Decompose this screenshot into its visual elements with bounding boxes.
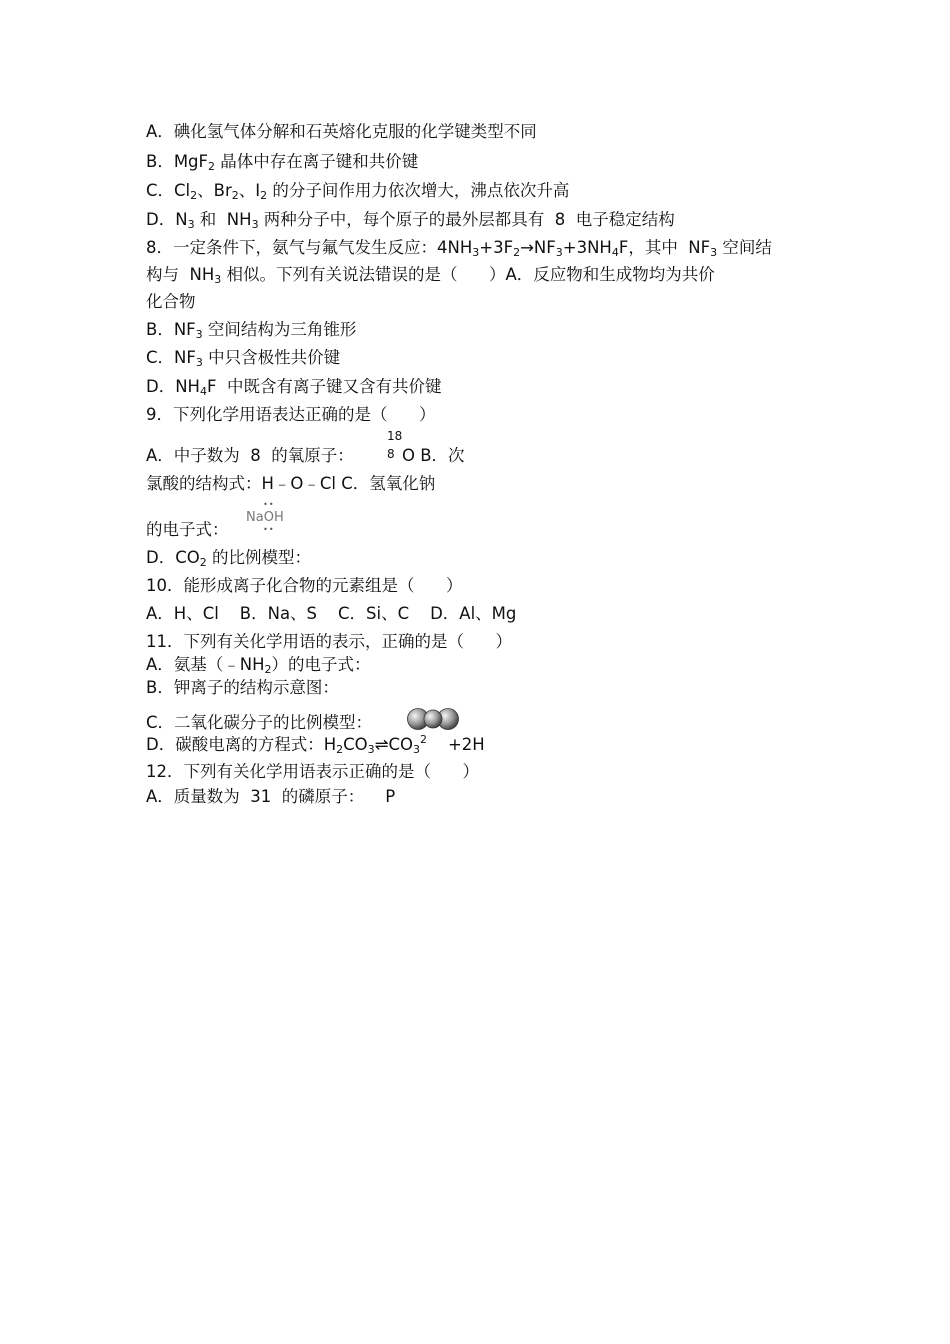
question-11-stem: 11．下列有关化学用语的表示，正确的是（ ） <box>146 632 512 651</box>
option-8c: C．$NF_3$ 中只含极性共价键 <box>146 348 341 369</box>
option-11a: A．氨基$(﹣NH_2)$的电子式： <box>146 655 371 676</box>
option-11b: B．钾离子的结构示意图： <box>146 678 339 697</box>
option-9d: D．$CO_2$ 的比例模型： <box>146 548 311 569</box>
naoh-electron-formula: Na •• O •• H <box>246 500 284 534</box>
option-7b: B．MgF$_2$ 晶体中存在离子键和共价键 <box>146 152 419 173</box>
option-7a: A．碘化氢气体分解和石英熔化克服的化学键类型不同 <box>146 122 537 141</box>
option-9b-start: O B．次 <box>402 446 465 465</box>
option-7d: D．$N_3$ 和 $NH_3$ 两种分子中，每个原子的最外层都具有 8 电子稳定结构 <box>146 210 675 231</box>
option-11d: D．碳酸电离的方程式：$H_2CO_3\rightleftharpoons CO_3^2$ +2H <box>146 733 485 756</box>
option-9b-9c: 氯酸的结构式：H﹣O﹣Cl C．氢氧化钠 <box>146 474 436 493</box>
carbon-atom <box>424 710 442 728</box>
question-9-stem: 9．下列化学用语表达正确的是（ ） <box>146 405 436 424</box>
question-8-stem: 8．一定条件下，氨气与氟气发生反应：$4NH_3+3F_2\to NF_3+3NH_4F$，其中 $NF_3$ 空间结 <box>146 238 772 259</box>
lone-pair-bottom: •• <box>263 525 275 534</box>
question-8-stem-line2: 构与 $NH_3$ 相似。下列有关说法错误的是（ ）A．反应物和生成物均为共价 <box>146 265 715 286</box>
co2-space-filling-model <box>407 706 459 732</box>
option-9c-cont: 的电子式： <box>146 520 229 539</box>
option-8b: B．$NF_3$ 空间结构为三角锥形 <box>146 320 357 341</box>
isotope-mass-number: 18 <box>387 429 403 443</box>
isotope-atomic-number: 8 <box>387 447 395 461</box>
question-10-options: A．H、Cl B．Na、S C．Si、C D．Al、Mg <box>146 604 517 623</box>
option-12a: A．质量数为 31 的磷原子： P <box>146 787 396 806</box>
option-7c: C．$Cl_2$、$Br_2$、$I_2$ 的分子间作用力依次增大，沸点依次升高 <box>146 181 570 202</box>
question-10-stem: 10．能形成离子化合物的元素组是（ ） <box>146 576 463 595</box>
option-9a: A．中子数为 8 的氧原子： <box>146 446 354 465</box>
option-8d: D．$NH_4F$ 中既含有离子键又含有共价键 <box>146 377 442 398</box>
option-11c: C．二氧化碳分子的比例模型： <box>146 713 373 732</box>
question-8-stem-line3: 化合物 <box>146 292 196 311</box>
question-12-stem: 12．下列有关化学用语表示正确的是（ ） <box>146 762 479 781</box>
lone-pair-top: •• <box>263 500 275 509</box>
